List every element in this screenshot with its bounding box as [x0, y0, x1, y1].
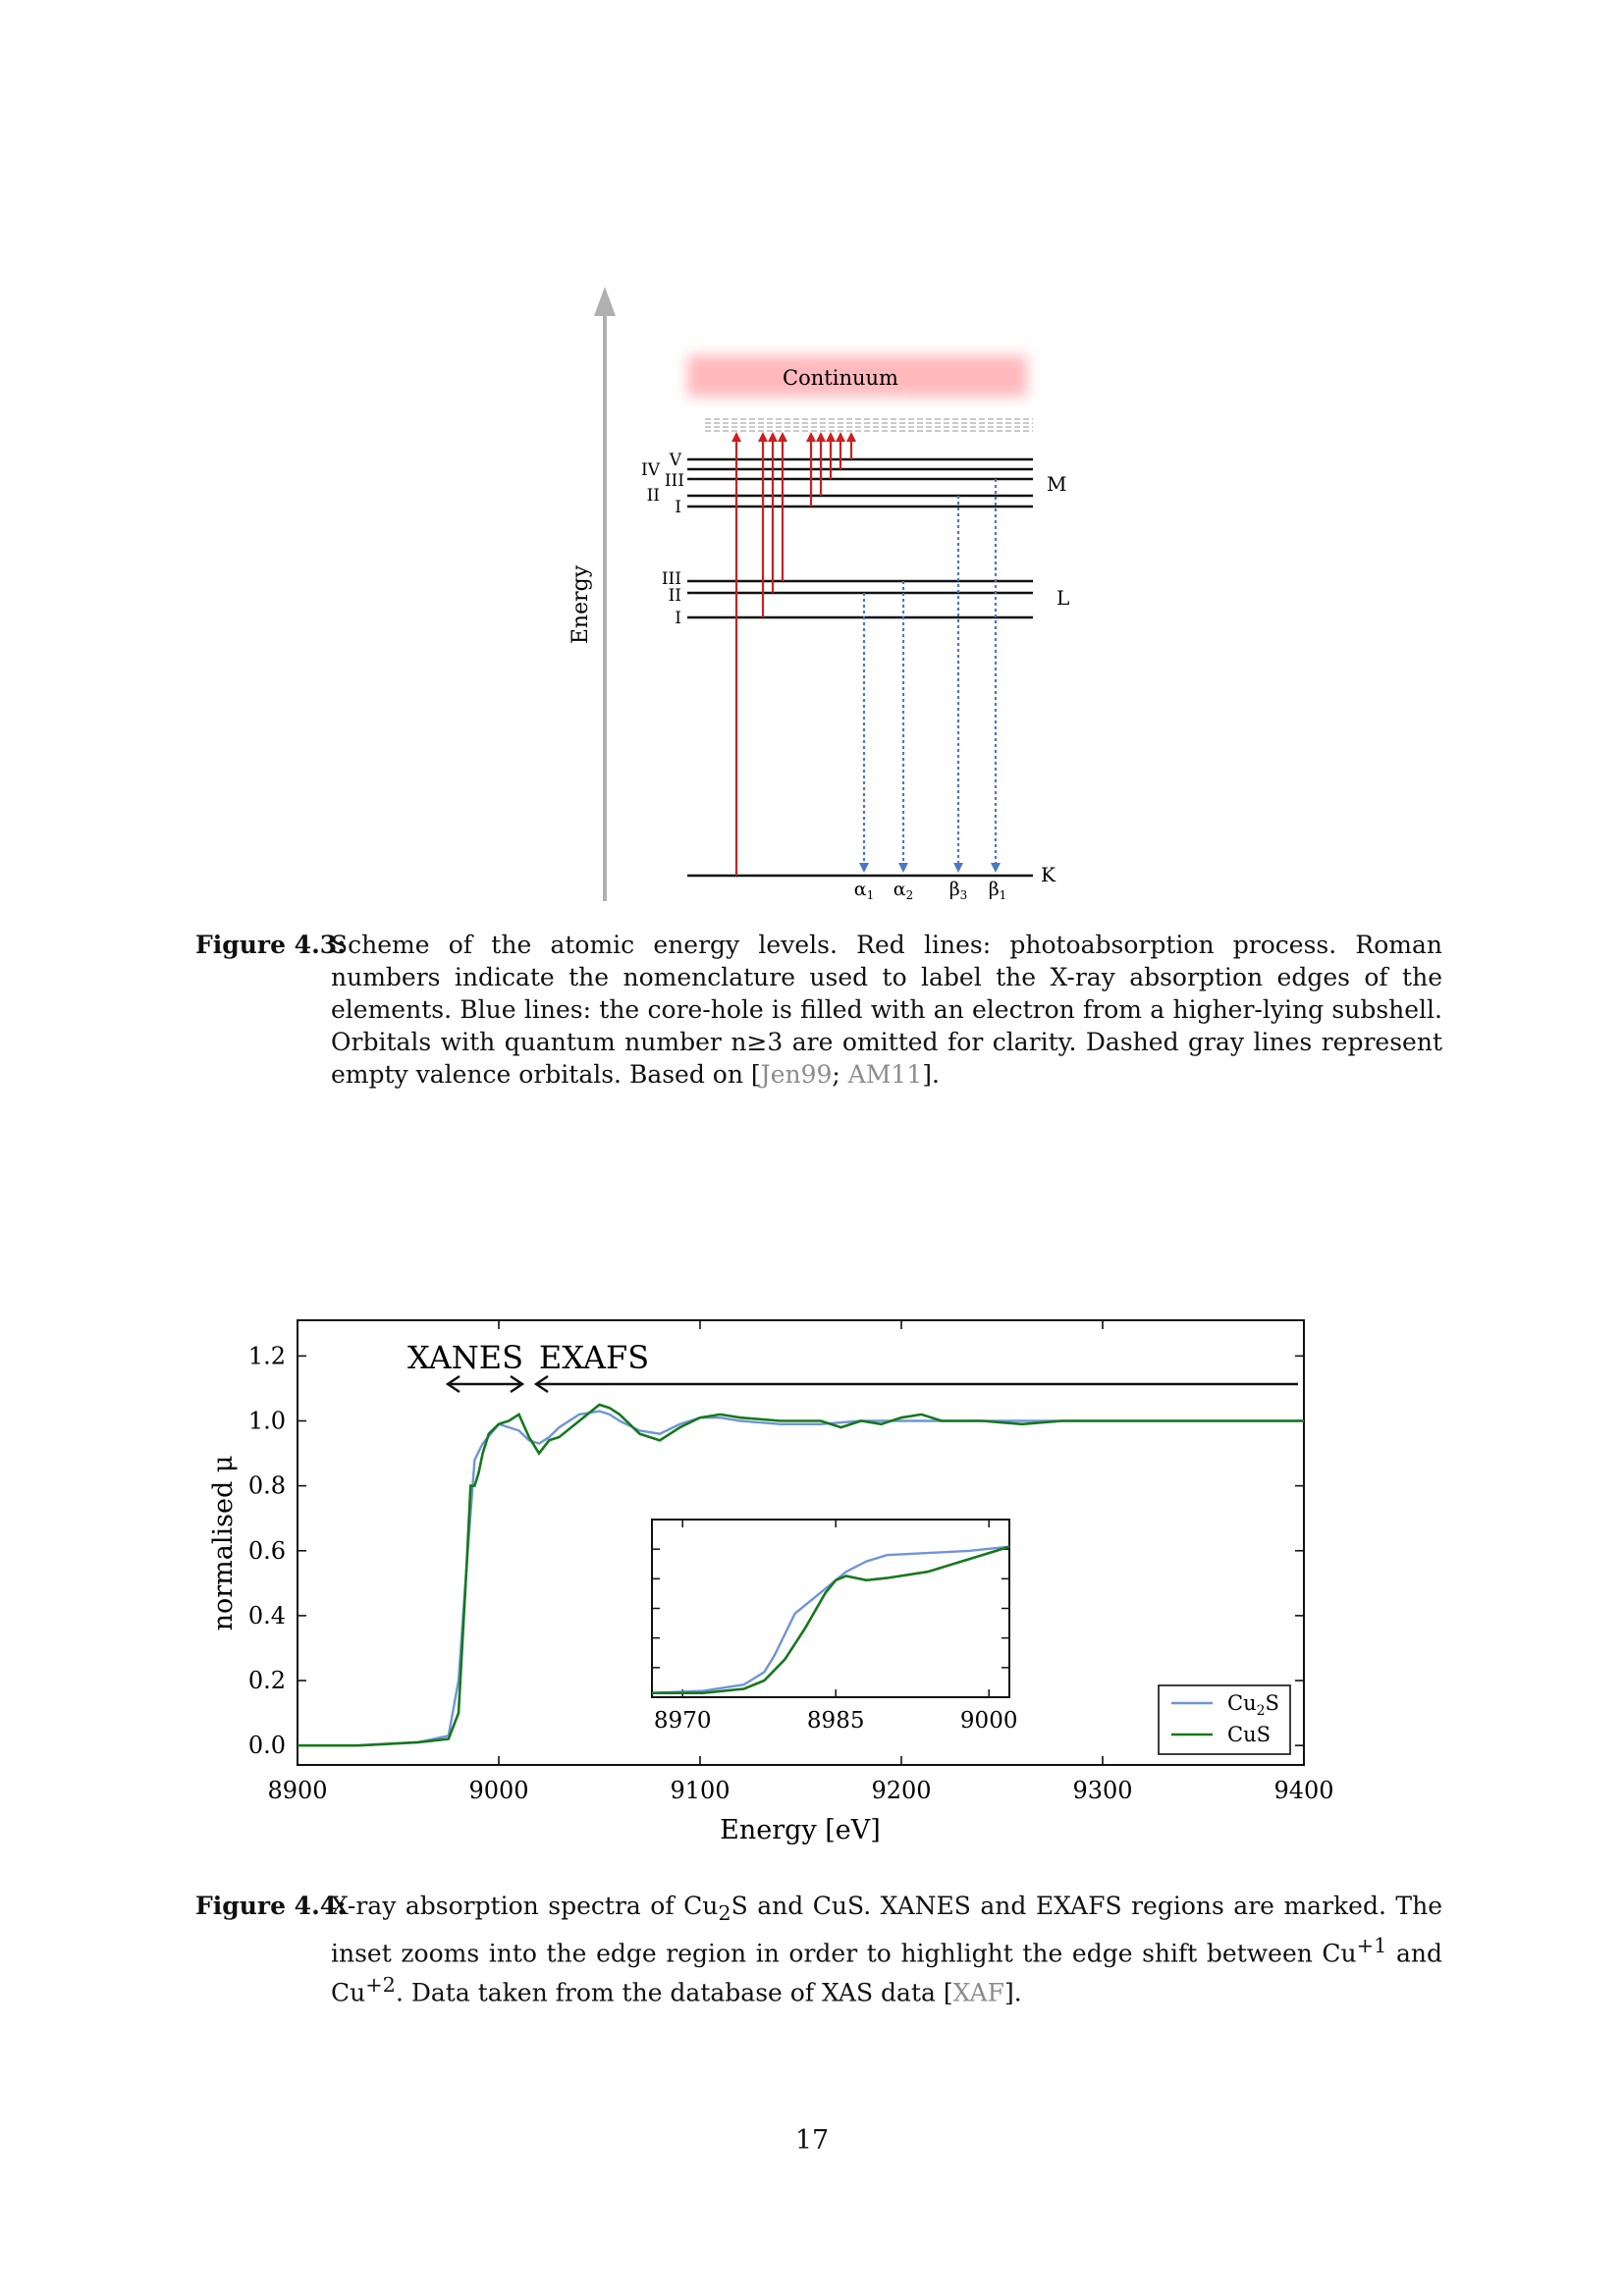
- line-label-alpha2: $\alpha_2$: [893, 879, 914, 902]
- m-subshell-v: V: [669, 451, 681, 470]
- energy-level-diagram: [0, 0, 1624, 923]
- chart-legend: [1159, 1685, 1290, 1754]
- inset-x-tick-label: 8985: [806, 1708, 865, 1734]
- caption-text: X-ray absorption spectra of $Cu_2S$ and CuS. XANES and EXAFS regions are marked. The inset zooms into the edge region in order to highlight the edge shift between $Cu^{+1}$ and $Cu^{+2}$. Data taken from the database of XAS data [XAF].: [331, 1892, 1442, 2007]
- y-tick-label: 1.2: [247, 1342, 286, 1370]
- shell-label-k: K: [1041, 863, 1056, 886]
- absorption-arrows: [736, 437, 851, 876]
- page-number: 17: [794, 2125, 830, 2156]
- x-axis-label: Energy [eV]: [720, 1815, 881, 1845]
- line-label-beta1: $\beta_1$: [988, 879, 1007, 902]
- y-tick-label: 0.2: [247, 1667, 286, 1695]
- citation-link[interactable]: AM11: [847, 1060, 923, 1089]
- xanes-range-arrow: [448, 1376, 522, 1392]
- y-axis-label: normalised μ: [208, 1455, 239, 1631]
- x-tick-label: 9000: [468, 1777, 529, 1804]
- exafs-range-arrow: [536, 1376, 1298, 1392]
- inset-x-tick-label: 9000: [959, 1708, 1018, 1734]
- xanes-label: XANES: [406, 1339, 524, 1376]
- y-tick-label: 0.4: [247, 1601, 286, 1629]
- shell-label-l: L: [1056, 586, 1070, 610]
- line-label-beta3: $\beta_3$: [948, 879, 968, 902]
- figure-4-3-caption: [195, 929, 1442, 1091]
- m-subshell-iv: IV: [641, 460, 660, 480]
- exafs-label: EXAFS: [538, 1339, 650, 1376]
- legend-label-cus: CuS: [1227, 1723, 1271, 1746]
- x-tick-label: 9400: [1273, 1777, 1334, 1804]
- m-subshell-ii: II: [646, 486, 660, 506]
- inset-x-tick-label: 8970: [653, 1708, 712, 1734]
- x-tick-label: 9300: [1072, 1777, 1133, 1804]
- l-subshell-i: I: [675, 609, 681, 628]
- x-tick-label: 9100: [670, 1777, 731, 1804]
- energy-axis-label: Energy: [568, 564, 593, 645]
- emission-arrows: [864, 479, 996, 868]
- y-tick-label: 1.0: [247, 1407, 286, 1435]
- y-tick-label: 0.8: [247, 1471, 286, 1500]
- valence-orbitals: [705, 419, 1033, 431]
- caption-label: Figure 4.3:: [195, 931, 347, 959]
- caption-text: Scheme of the atomic energy levels. Red lines: photoabsorption process. Roman numbers indicate the nomenclature used to label the X-ray absorption edges of the elements. Blue lines: the core-hole is filled with an electron from a higher-lying subshell. Orbitals with quantum number n≥3 are omitted for clarity. Dashed gray lines represent empty valence orbitals. Based on [Jen99; AM11].: [331, 931, 1442, 1089]
- y-tick-label: 0.6: [247, 1536, 286, 1565]
- y-tick-label: 0.0: [247, 1732, 286, 1760]
- m-shell-levels: [687, 459, 1033, 507]
- inset-frame: [652, 1520, 1009, 1697]
- l-shell-levels: [687, 581, 1033, 617]
- m-subshell-i: I: [675, 498, 681, 517]
- citation-link[interactable]: Jen99: [760, 1060, 833, 1089]
- caption-label: Figure 4.4:: [195, 1892, 347, 1920]
- energy-axis-arrowhead: [594, 287, 616, 316]
- x-tick-label: 9200: [871, 1777, 932, 1804]
- line-label-alpha1: $\alpha_1$: [853, 879, 875, 902]
- continuum-label: Continuum: [783, 366, 898, 390]
- figure-4-4-caption: [195, 1890, 1442, 2009]
- citation-link[interactable]: XAF: [952, 1978, 1004, 2007]
- m-subshell-iii: III: [664, 471, 684, 491]
- xas-spectra-chart: [0, 1276, 1624, 1865]
- shell-label-m: M: [1047, 472, 1067, 496]
- l-subshell-iii: III: [661, 569, 681, 589]
- x-tick-label: 8900: [267, 1777, 328, 1804]
- legend-label-cu2s: $Cu_2S$: [1227, 1691, 1279, 1719]
- l-subshell-ii: II: [668, 586, 681, 606]
